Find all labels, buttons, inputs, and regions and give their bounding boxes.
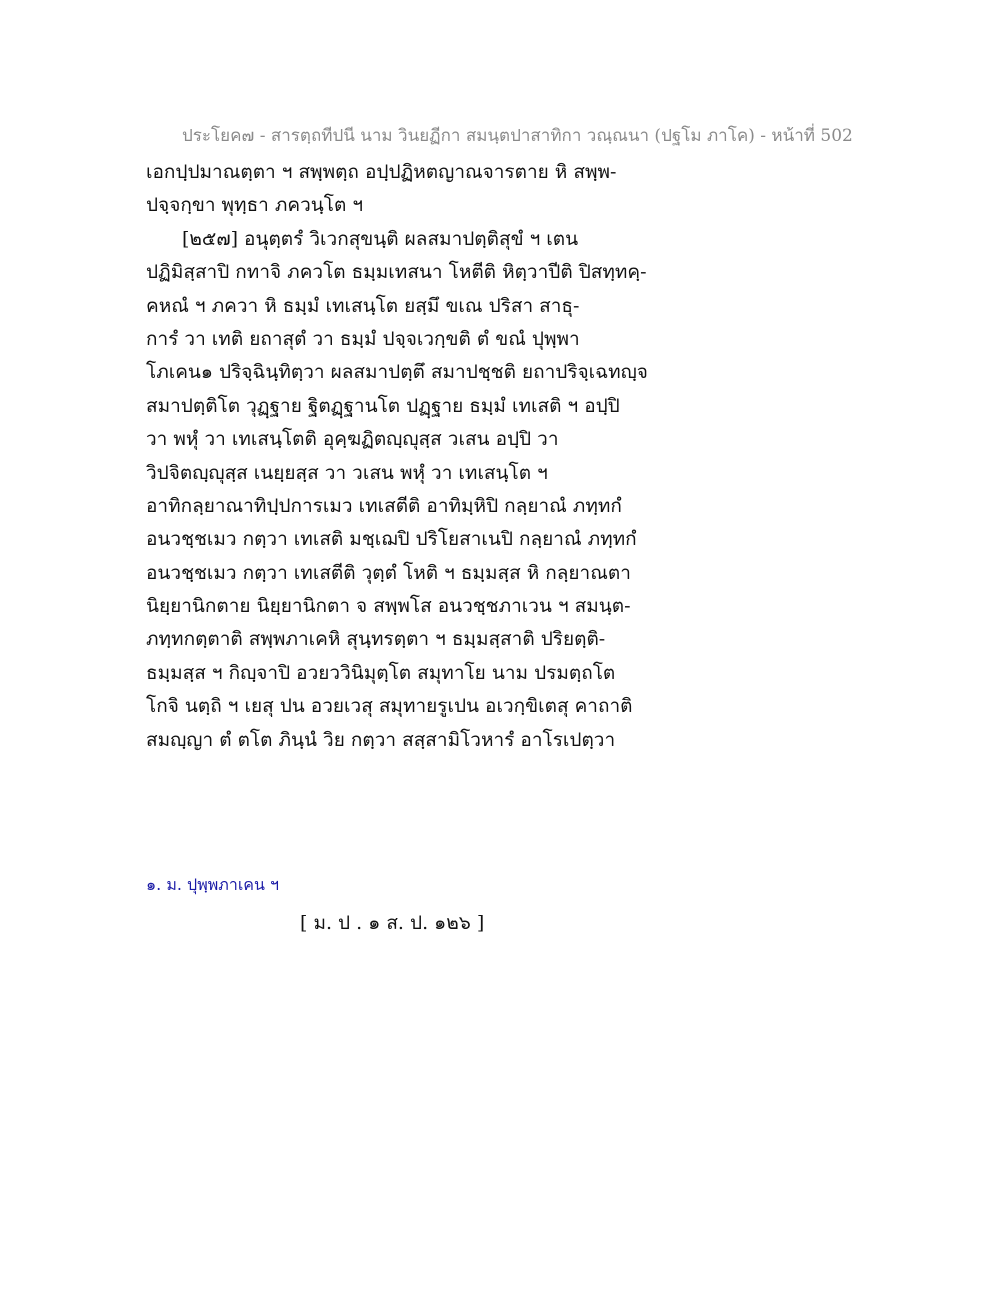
text-line: คหณํ ฯ ภควา หิ ธมฺมํ เทเสนฺโต ยสฺมึ ขเณ ปริสา สาธุ- [146, 294, 580, 317]
text-line: ธมฺมสฺส ฯ กิญฺจาปิ อวยววินิมุตฺโต สมุทาโย นาม ปรมตฺถโต [146, 661, 616, 684]
text-line: โกจิ นตฺถิ ฯ เยสุ ปน อวยเวสุ สมุทายรูเปน อเวกฺขิเตสุ คาถาติ [146, 695, 633, 718]
text-line: นิยฺยานิกตาย นิยฺยานิกตา จ สพฺพโส อนวชฺชภาเวน ฯ สมนฺต- [146, 595, 631, 618]
paragraph-start-line: [๒๕๗] อนุตฺตรํ วิเวกสุขนฺติ ผลสมาปตฺติสุขํ ฯ เตน [182, 227, 579, 250]
running-header: ประโยค๗ - สารตฺถทีปนี นาม วินยฏีกา สมนฺตปาสาทิกา วณฺณนา (ปฐโม ภาโค) - หน้าที่ 502 [182, 126, 853, 146]
text-line: เอกปฺปมาณตฺตา ฯ สพฺพตฺถ อปฺปฏิหตญาณจารตาย หิ สพฺพ- [146, 161, 617, 183]
text-line: วา พหุํ วา เทเสนฺโตติ อุคฺฆฏิตญฺญุสฺส วเสน อปฺปิ วา [146, 428, 559, 451]
text-line: โภเคน๑ ปริจฺฉินฺทิตฺวา ผลสมาปตฺตึ สมาปชฺชติ ยถาปริจฺเฉทญฺจ [146, 361, 648, 384]
page-reference: [ ม. ป . ๑ ส. ป. ๑๒๖ ] [300, 912, 485, 934]
text-line: สมญฺญา ตํ ตโต ภินฺนํ วิย กตฺวา สสฺสามิโวหารํ อาโรเปตฺวา [146, 728, 616, 751]
text-line: สมาปตฺติโต วุฏฺฐาย ฐิตฏฺฐานโต ปฏฺฐาย ธมฺมํ เทเสติ ฯ อปฺปิ [146, 394, 620, 417]
text-line: ภทฺทกตฺตาติ สพฺพภาเคหิ สุนฺทรตฺตา ฯ ธมฺมสฺสาติ ปริยตฺติ- [146, 628, 606, 651]
text-line: อนวชฺชเมว กตฺวา เทเสติ มชฺเฌปิ ปริโยสาเนปิ กลฺยาณํ ภทฺทกํ [146, 528, 637, 551]
text-line: ปฏิมิสฺสาปิ กทาจิ ภควโต ธมฺมเทสนา โหตีติ หิตฺวาปีติ ปิสทฺทคฺ- [146, 261, 647, 284]
text-line: การํ วา เทติ ยถาสุตํ วา ธมฺมํ ปจฺจเวกฺขติ ตํ ขณํ ปุพฺพา [146, 327, 580, 350]
text-line: อนวชฺชเมว กตฺวา เทเสตีติ วุตฺตํ โหติ ฯ ธมฺมสฺส หิ กลฺยาณตา [146, 561, 631, 584]
footnote: ๑. ม. ปุพฺพภาเคน ฯ [146, 875, 280, 894]
body-text [146, 156, 686, 757]
text-line: อาทิกลฺยาณาทิปฺปการเมว เทเสตีติ อาทิมฺหิปิ กลฺยาณํ ภทฺทกํ [146, 494, 622, 517]
text-line: ปจฺจกฺขา พุทฺธา ภควนฺโต ฯ [146, 194, 364, 217]
text-line: วิปจิตญฺญุสฺส เนยฺยสฺส วา วเสน พหุํ วา เทเสนฺโต ฯ [146, 461, 548, 484]
